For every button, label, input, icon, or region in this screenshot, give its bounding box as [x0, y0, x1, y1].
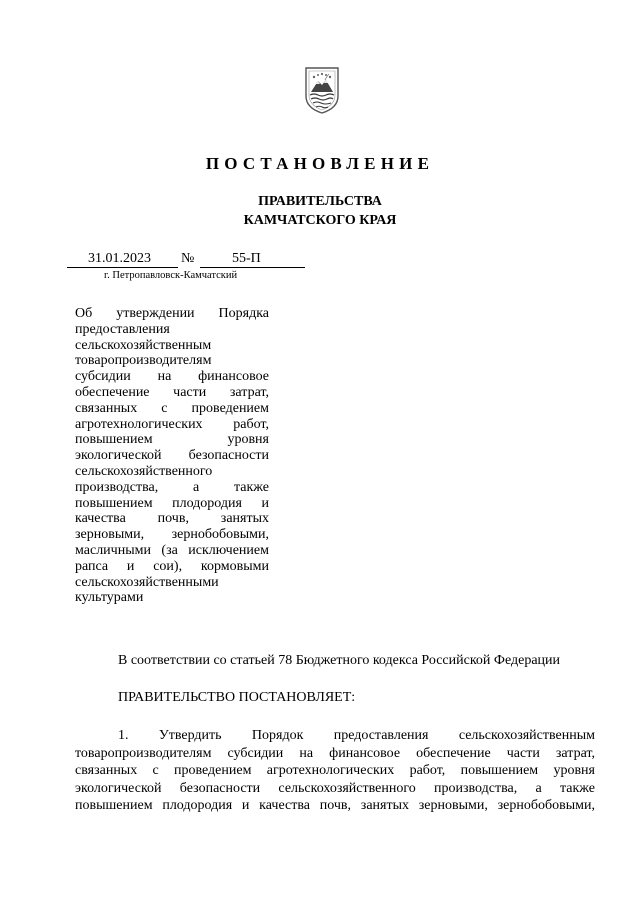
title-line: повышением уровня: [75, 432, 269, 448]
date-underline: [67, 267, 178, 268]
title-line: связанных с проведением: [75, 400, 269, 416]
document-number: 55-П: [232, 251, 261, 266]
title-line: товаропроизводителям: [75, 353, 212, 369]
issuer-line-2: КАМЧАТСКОГО КРАЯ: [243, 213, 397, 228]
title-line: экологической безопасности: [75, 448, 269, 464]
title-line: Об утверждении Порядка: [75, 306, 269, 321]
title-line: сельскохозяйственными: [75, 574, 219, 590]
title-line: субсидии на финансовое: [75, 369, 269, 385]
issuer-line-1: ПРАВИТЕЛЬСТВА: [258, 194, 382, 209]
document-title: [75, 306, 269, 606]
item-number: 1.: [118, 728, 129, 743]
title-line: культурами: [75, 590, 144, 606]
title-line: сельскохозяйственным: [75, 337, 212, 353]
title-line: предоставления: [75, 321, 170, 337]
title-line: повышением плодородия и: [75, 495, 269, 511]
issuer-heading: [0, 192, 640, 230]
paragraph-line: [75, 727, 595, 745]
paragraph-line: связанных с проведением агротехнологических работ, повышением уровня: [75, 763, 595, 778]
paragraph-line: товаропроизводителям субсидии на финансовое обеспечение части затрат,: [75, 745, 595, 761]
title-line: обеспечение части затрат,: [75, 384, 269, 400]
document-date: 31.01.2023: [88, 251, 151, 266]
number-sign: №: [181, 251, 195, 266]
paragraph-line: экологической безопасности сельскохозяйственного производства, а также: [75, 780, 595, 796]
title-line: зерновыми, зернобобовыми,: [75, 527, 269, 543]
decree-heading: ПРАВИТЕЛЬСТВО ПОСТАНОВЛЯЕТ:: [118, 690, 356, 705]
title-line: сельскохозяйственного: [75, 463, 213, 479]
title-line: производства, а также: [75, 479, 269, 495]
legal-basis: В соответствии со статьей 78 Бюджетного кодекса Российской Федерации: [118, 653, 561, 668]
document-type-heading: ПОСТАНОВЛЕНИЕ: [205, 154, 435, 173]
city-name: г. Петропавловск-Камчатский: [104, 270, 238, 281]
title-line: масличными (за исключением: [75, 542, 269, 558]
kamchatka-coat-of-arms-icon: [304, 66, 340, 114]
paragraph-line: повышением плодородия и качества почв, занятых зерновыми, зернобобовыми,: [75, 798, 595, 813]
item-1-paragraph: [75, 727, 595, 815]
number-underline: [200, 267, 305, 268]
paragraph-text: Утвердить Порядок предоставления сельскохозяйственным: [158, 728, 595, 743]
title-line: качества почв, занятых: [75, 511, 269, 527]
title-line: рапса и сои), кормовыми: [75, 558, 269, 574]
title-line: агротехнологических работ,: [75, 416, 269, 432]
